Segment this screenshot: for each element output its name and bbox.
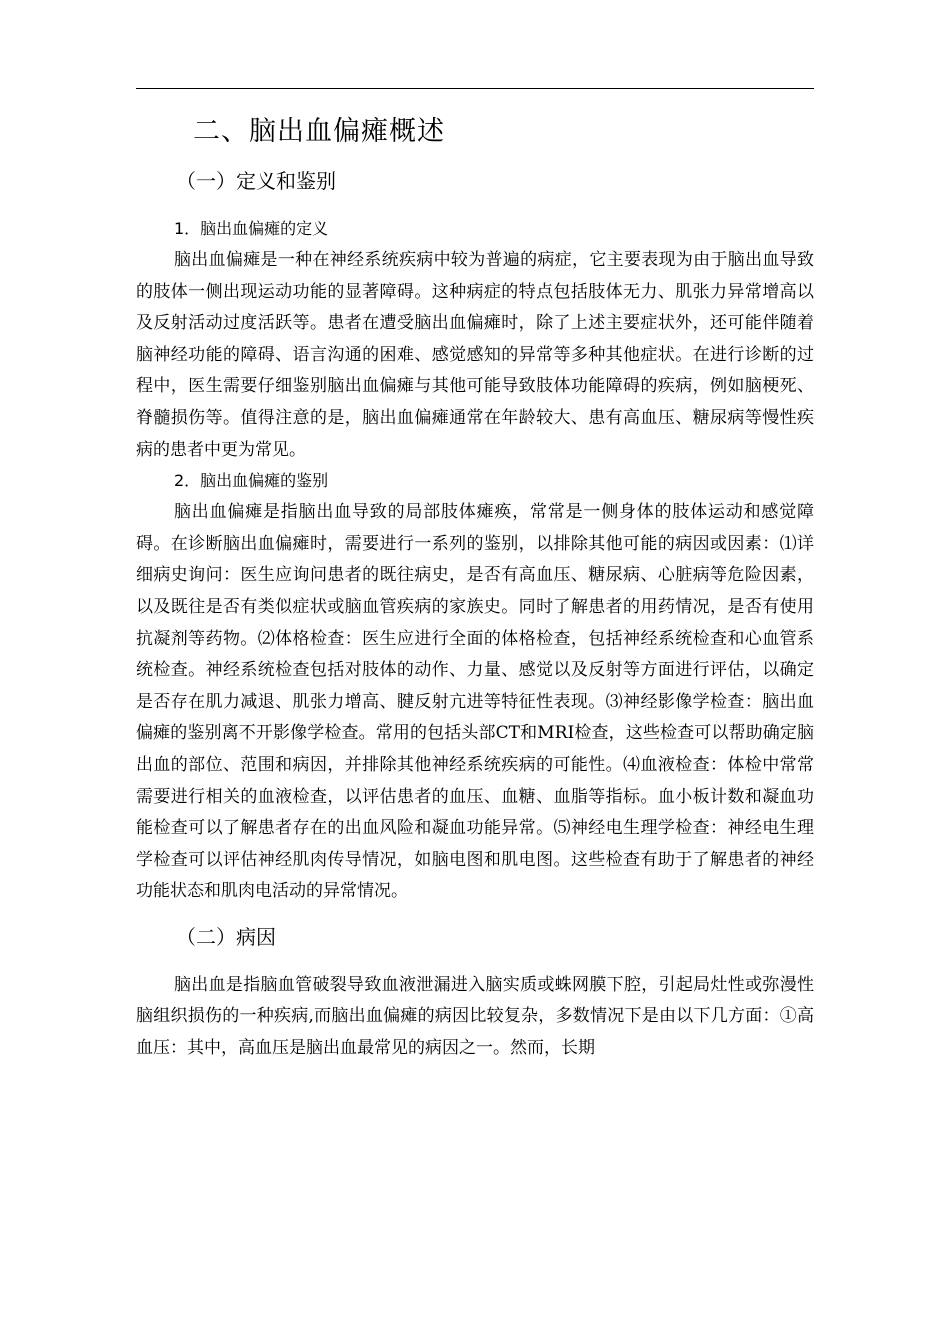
subsection-title-definition: 1．脑出血偏瘫的定义 (174, 219, 329, 238)
subsection-title-differentiation: 2．脑出血偏瘫的鉴别 (174, 471, 329, 491)
section-title-etiology: （二）病因 (176, 924, 276, 949)
section-title-definition: （一）定义和鉴别 (176, 169, 336, 193)
paragraph-differentiation: 脑出血偏瘫是指脑出血导致的局部肢体瘫痪，常常是一侧身体的肢体运动和感觉障碍。在诊断脑出血偏瘫时，需要进行一系列的鉴别，以排除其他可能的病因或因素：⑴详细病史询问：医生应询问患者的既往病史，是否有高血压、糖尿病、心脏病等危险因素，以及既往是否有类似症状或脑血管疾病的家族史。同时了解患者的用药情况，是否有使用抗凝剂等药物。⑵体格检查：医生应进行全面的体格检查，包括神经系统检查和心血管系统检查。神经系统检查包括对肢体的动作、力量、感觉以及反射等方面进行评估，以确定是否存在肌力减退、肌张力增高、腱反射亢进等特征性表现。⑶神经影像学检查：脑出血偏瘫的鉴别离不开影像学检查。常用的包括头部CT和MRI检查，这些检查可以帮助确定脑出血的部位、范围和病因，并排除其他神经系统疾病的可能性。⑷血液检查：体检中常常需要进行相关的血液检查，以评估患者的血压、血糖、血脂等指标。血小板计数和凝血功能检查可以了解患者存在的出血风险和凝血功能异常。⑸神经电生理学检查：神经电生理学检查可以评估神经肌肉传导情况，如脑电图和肌电图。这些检查有助于了解患者的神经功能状态和肌肉电活动的异常情况。 (136, 502, 814, 902)
page-content (136, 112, 814, 1065)
paragraph-etiology: 脑出血是指脑血管破裂导致血液泄漏进入脑实质或蛛网膜下腔，引起局灶性或弥漫性脑组织损伤的一种疾病,而脑出血偏瘫的病因比较复杂，多数情况下是由以下几方面：①高血压：其中，高血压是脑出血最常见的病因之一。然而，长期 (136, 974, 814, 1059)
paragraph-definition: 脑出血偏瘫是一种在神经系统疾病中较为普遍的病症，它主要表现为由于脑出血导致的肢体一侧出现运动功能的显著障碍。这种病症的特点包括肢体无力、肌张力异常增高以及反射活动过度活跃等。患者在遭受脑出血偏瘫时，除了上述主要症状外，还可能伴随着脑神经功能的障碍、语言沟通的困难、感觉感知的异常等多种其他症状。在进行诊断的过程中，医生需要仔细鉴别脑出血偏瘫与其他可能导致肢体功能障碍的疾病，例如脑梗死、脊髓损伤等。值得注意的是，脑出血偏瘫通常在年龄较大、患有高血压、糖尿病等慢性疾病的患者中更为常见。 (136, 250, 814, 460)
header-rule (136, 88, 814, 89)
chapter-title: 二、脑出血偏瘫概述 (193, 116, 445, 147)
